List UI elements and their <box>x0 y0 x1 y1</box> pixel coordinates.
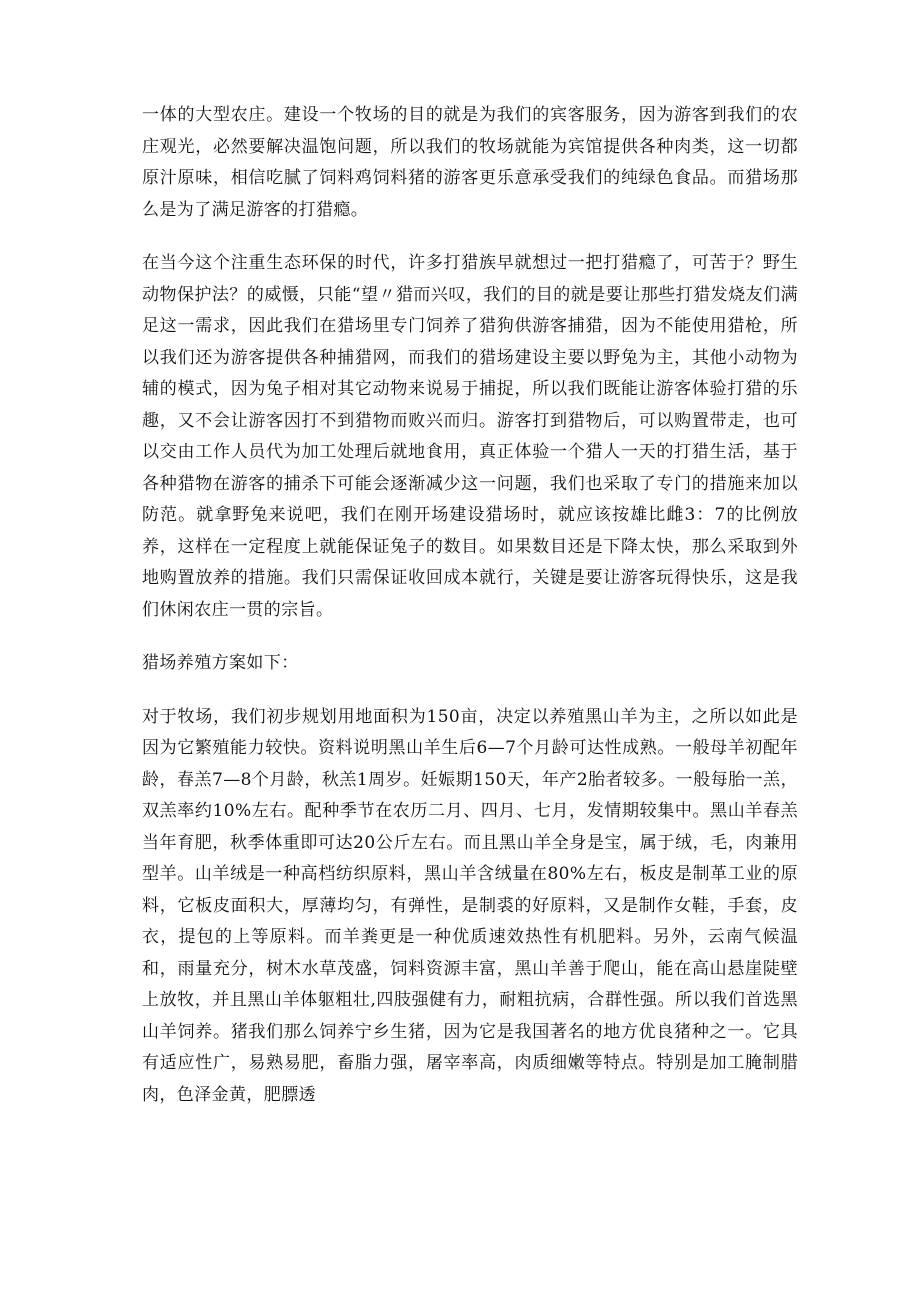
paragraph-farm-intro: 一体的大型农庄。建设一个牧场的目的就是为我们的宾客服务，因为游客到我们的农庄观光，必然要解决温饱问题，所以我们的牧场就能为宾馆提供各种肉类，这一切都原汁原味，相信吃腻了饲料鸡饲料猪的游客更乐意承受我们的纯绿色食品。而猎场那么是为了满足游客的打猎瘾。 <box>142 105 798 220</box>
paragraph-ranch-plan: 对于牧场，我们初步规划用地面积为150亩，决定以养殖黑山羊为主，之所以如此是因为它繁殖能力较快。资料说明黑山羊生后6—7个月龄可达性成熟。一般母羊初配年龄，春羔7—8个月龄，秋羔1周岁。妊娠期150天，年产2胎者较多。一般每胎一羔，双羔率约10%左右。配种季节在农历二月、四月、七月，发情期较集中。黑山羊春羔当年育肥，秋季体重即可达20公斤左右。而且黑山羊全身是宝，属于绒，毛，肉兼用型羊。山羊绒是一种高档纺织原料，黑山羊含绒量在80%左右，板皮是制革工业的原料，它板皮面积大，厚薄均匀，有弹性，是制裘的好原料，又是制作女鞋，手套，皮衣，提包的上等原料。而羊粪更是一种优质速效热性有机肥料。另外，云南气候温和，雨量充分，树木水草茂盛，饲料资源丰富，黑山羊善于爬山，能在高山悬崖陡壁上放牧，并且黑山羊体躯粗壮,四肢强健有力，耐粗抗病，合群性强。所以我们首选黑山羊饲养。猪我们那么饲养宁乡生猪，因为它是我国著名的地方优良猪种之一。它具有适应性广，易熟易肥，畜脂力强，屠宰率高，肉质细嫩等特点。特别是加工腌制腊肉，色泽金黄，肥膘透 <box>142 706 798 1105</box>
document-body <box>142 100 798 1133</box>
paragraph-hunting-ground: 在当今这个注重生态环保的时代，许多打猎族早就想过一把打猎瘾了，可苦于？野生动物保护法？的威慑，只能“望〃猎而兴叹，我们的目的就是要让那些打猎发烧友们满足这一需求，因此我们在猎场里专门饲养了猎狗供游客捕猎，因为不能使用猎枪，所以我们还为游客提供各种捕猎网，而我们的猎场建设主要以野兔为主，其他小动物为辅的模式，因为兔子相对其它动物来说易于捕捉，所以我们既能让游客体验打猎的乐趣，又不会让游客因打不到猎物而败兴而归。游客打到猎物后，可以购置带走，也可以交由工作人员代为加工处理后就地食用，真正体验一个猎人一天的打猎生活，基于各种猎物在游客的捕杀下可能会逐渐减少这一问题，我们也采取了专门的措施来加以防范。就拿野兔来说吧，我们在刚开场建设猎场时，就应该按雄比雌3：7的比例放养，这样在一定程度上就能保证兔子的数目。如果数目还是下降太快，那么采取到外地购置放养的措施。我们只需保证收回成本就行，关键是要让游客玩得快乐，这是我们休闲农庄一贯的宗旨。 <box>142 253 798 620</box>
section-heading-breeding-plan: 猎场养殖方案如下： <box>142 653 299 673</box>
